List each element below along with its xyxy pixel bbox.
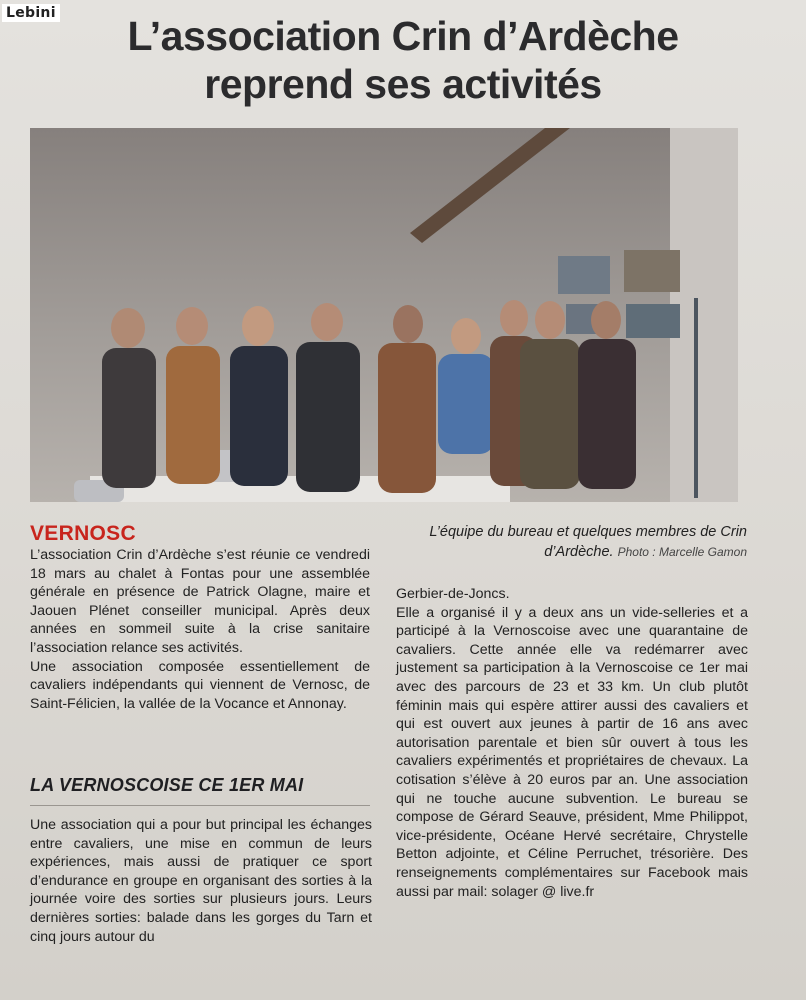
article-column-left-bottom xyxy=(30,816,372,946)
article-paragraph-4: Gerbier-de-Joncs. xyxy=(396,586,510,602)
article-paragraph-2: Une association composée essentiellement de cavaliers indépendants qui viennent de Vernosc, de Saint-Félicien, la vallée de la Vocance et Annonay. xyxy=(30,658,370,712)
caption-text: L’équipe du bureau et quelques membres de Crin d’Ardèche. xyxy=(429,524,747,560)
subheading-divider xyxy=(30,805,370,806)
article-column-right xyxy=(396,585,748,901)
article-paragraph-5: Elle a organisé il y a deux ans un vide-selleries et a participé à la Vernoscoise avec une quarantaine de cavaliers. Cette année elle va redémarrer avec justement sa participation à la Vernoscoise ce 1er mai avec des parcours de 23 et 33 km. Un club plutôt féminin mais qui espère attirer aussi des cavaliers et qui est ouvert aux jeunes à partir de 16 ans avec autorisation parentale et bien sûr ouvert à tous les cavaliers expérimentés et propriétaires de chevaux. La cotisation s’élève à 20 euros par an. Une association qui ne touche aucune subvention. Le bureau se compose de Gérard Seauve, président, Mme Philippot, vice-présidente, Océane Hervé secrétaire, Chrystelle Betton adjointe, et Céline Perruchet, trésorière. Des renseignements complémentaires sur Facebook mais aussi par mail: solager @ live.fr xyxy=(396,604,748,900)
article-subheading: LA VERNOSCOISE CE 1ER MAI xyxy=(30,775,304,795)
dateline-place: VERNOSC xyxy=(30,522,136,545)
article-column-left-top xyxy=(30,546,370,713)
article-paragraph-1: L’association Crin d’Ardèche s’est réunie ce vendredi 18 mars au chalet à Fontas pour une assemblée générale en présence de Patrick Olagne, maire et Jaouen Plénet conseiller municipal. Après deux années en sommeil suite à la crise sanitaire l’association relance ses activités. xyxy=(30,547,370,656)
group-photo xyxy=(30,128,738,502)
article-headline xyxy=(40,12,766,108)
headline-line-1: L’association Crin d’Ardèche xyxy=(127,13,679,59)
headline-line-2: reprend ses activités xyxy=(204,61,602,107)
watermark-label: Lebini xyxy=(2,4,60,22)
article-paragraph-3: Une association qui a pour but principal les échanges entre cavaliers, une mise en commun de leurs expériences, mais aussi de pratiquer ce sport d’endurance en groupe en organisant des sorties à la journée voire des sorties sur plusieurs jours. Leurs dernières sorties: balade dans les gorges du Tarn et cinq jours autour du xyxy=(30,817,372,945)
photo-caption xyxy=(405,522,747,562)
photo-credit: Photo : Marcelle Gamon xyxy=(617,545,747,559)
